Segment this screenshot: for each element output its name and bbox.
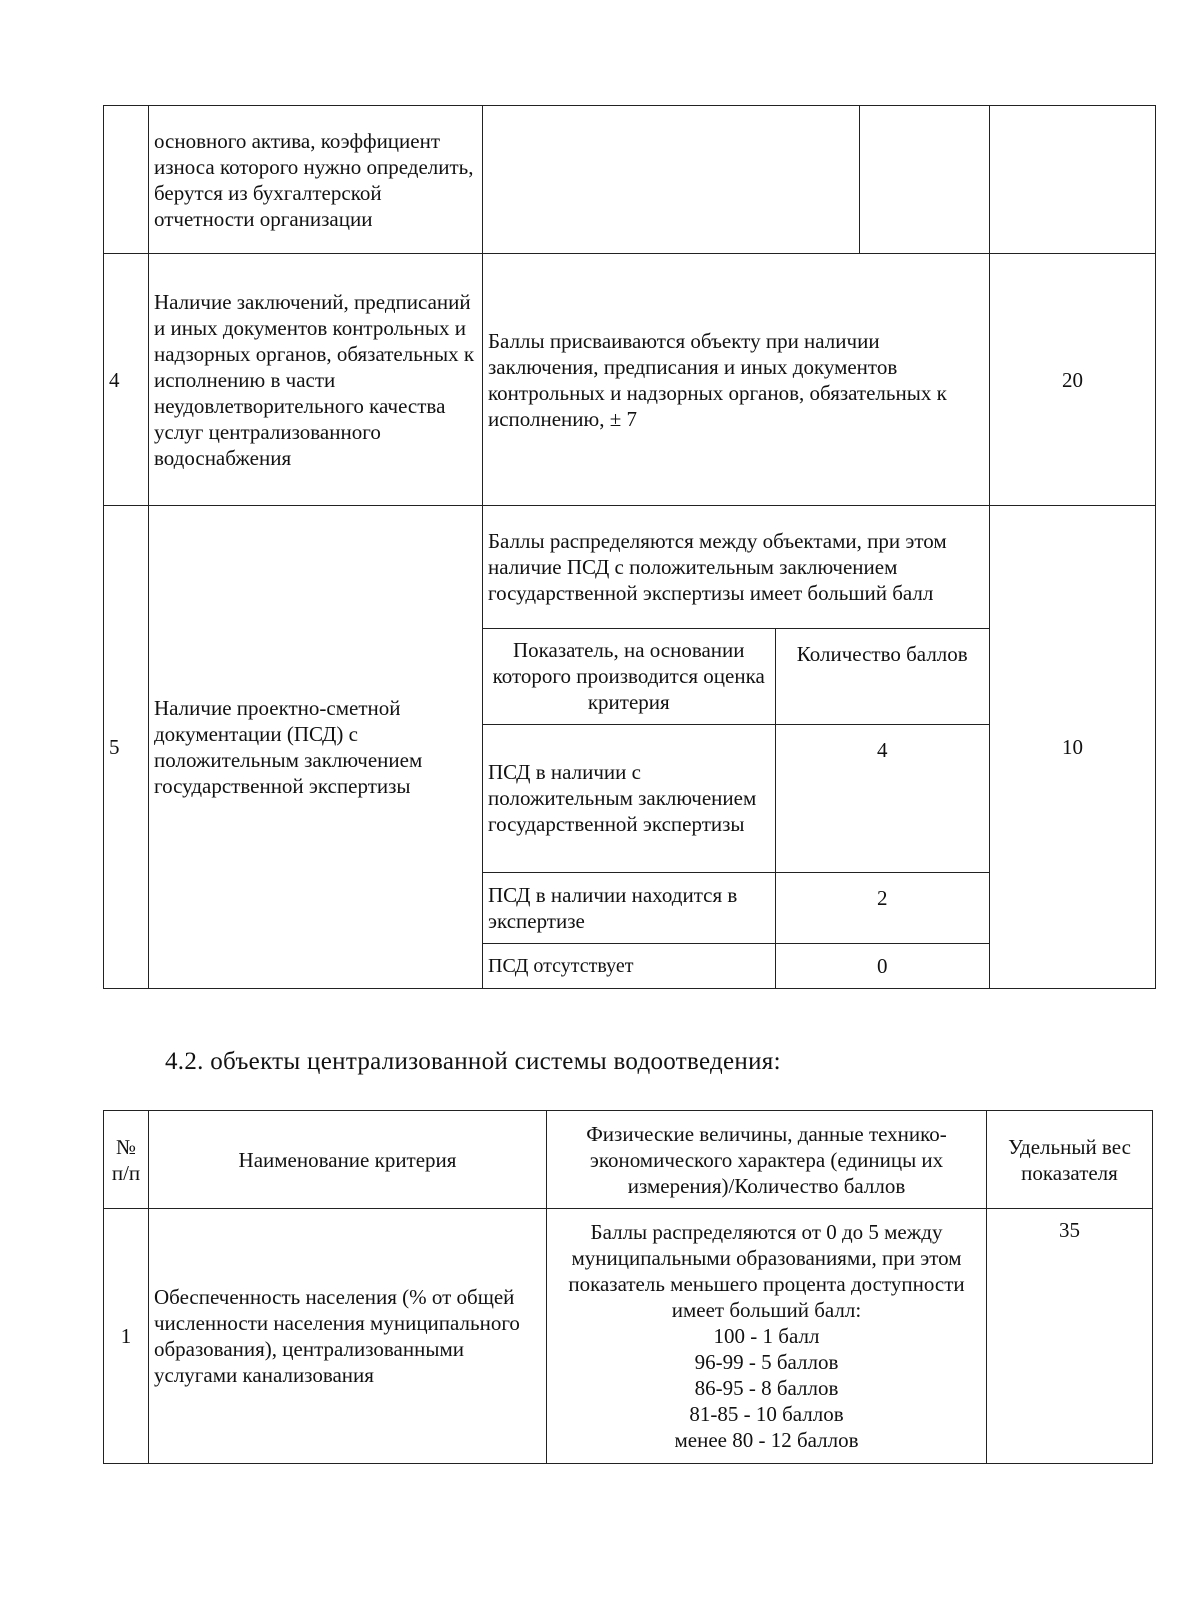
- criterion-name: Обеспеченность населения (% от общей численности населения муниципального образования), централизованными услугами канализования: [149, 1209, 547, 1464]
- criterion-name: Наличие проектно-сметной документации (ПСД) с положительным заключением государственной экспертизы: [149, 506, 483, 989]
- criterion-description: Баллы присваиваются объекту при наличии заключения, предписания и иных документов контрольных и надзорных органов, обязательных к исполнению, ± 7: [483, 254, 990, 506]
- sub-row-points: 4: [775, 724, 989, 872]
- sub-row-indicator: ПСД в наличии находится в экспертизе: [483, 872, 775, 943]
- table-header: [104, 1111, 1153, 1209]
- criterion-description: Баллы распределяются между объектами, при этом наличие ПСД с положительным заключением государственной экспертизы имеет больший балл: [483, 506, 989, 628]
- weight-cell: [990, 106, 1156, 254]
- row-number: 4: [104, 254, 149, 506]
- sub-header-indicator: Показатель, на основании которого производится оценка критерия: [483, 628, 775, 724]
- table-row: [104, 1209, 1153, 1464]
- header-num: № п/п: [104, 1111, 149, 1209]
- sub-row: [483, 943, 989, 988]
- criteria-table-water-supply: [103, 105, 1156, 989]
- row-number: [104, 106, 149, 254]
- weight-value: 10: [990, 506, 1156, 989]
- criterion-name: основного актива, коэффициент износа которого нужно определить, берутся из бухгалтерской отчетности организации: [149, 106, 483, 254]
- criterion-description: Баллы распределяются от 0 до 5 между муниципальными образованиями, при этом показатель меньшего процента доступности имеет больший балл: 100 - 1 балл 96-99 - 5 баллов 86-95 - 8 баллов 81-85 - 10 баллов менее 80 - 12 баллов: [547, 1209, 987, 1464]
- sub-row-indicator: ПСД в наличии с положительным заключением государственной экспертизы: [483, 724, 775, 872]
- sub-row: [483, 724, 989, 872]
- sub-header-points: Количество баллов: [775, 628, 989, 724]
- nested-score-table: [483, 506, 989, 988]
- weight-value: 35: [987, 1209, 1153, 1464]
- criterion-name: Наличие заключений, предписаний и иных документов контрольных и надзорных органов, обязательных к исполнению в части неудовлетворительного качества услуг централизованного водоснабжения: [149, 254, 483, 506]
- row-number: 5: [104, 506, 149, 989]
- section-heading: 4.2. объекты централизованной системы водоотведения:: [165, 1048, 781, 1075]
- header-values: Физические величины, данные технико-экономического характера (единицы их измерения)/Количество баллов: [547, 1111, 987, 1209]
- sub-row-indicator: ПСД отсутствует: [483, 943, 775, 988]
- weight-value: 20: [990, 254, 1156, 506]
- header-criterion: Наименование критерия: [149, 1111, 547, 1209]
- sub-row-points: 0: [775, 943, 989, 988]
- row-number: 1: [104, 1209, 149, 1464]
- nested-score-cell: [483, 506, 990, 989]
- sub-row-points: 2: [775, 872, 989, 943]
- sub-row: [483, 872, 989, 943]
- value-cell-extra: [860, 106, 990, 254]
- header-weight: Удельный вес показателя: [987, 1111, 1153, 1209]
- value-cell: [483, 106, 860, 254]
- table-row: [104, 254, 1156, 506]
- table-row: [104, 506, 1156, 989]
- table-row: [104, 106, 1156, 254]
- criteria-table-water-disposal: [103, 1110, 1153, 1464]
